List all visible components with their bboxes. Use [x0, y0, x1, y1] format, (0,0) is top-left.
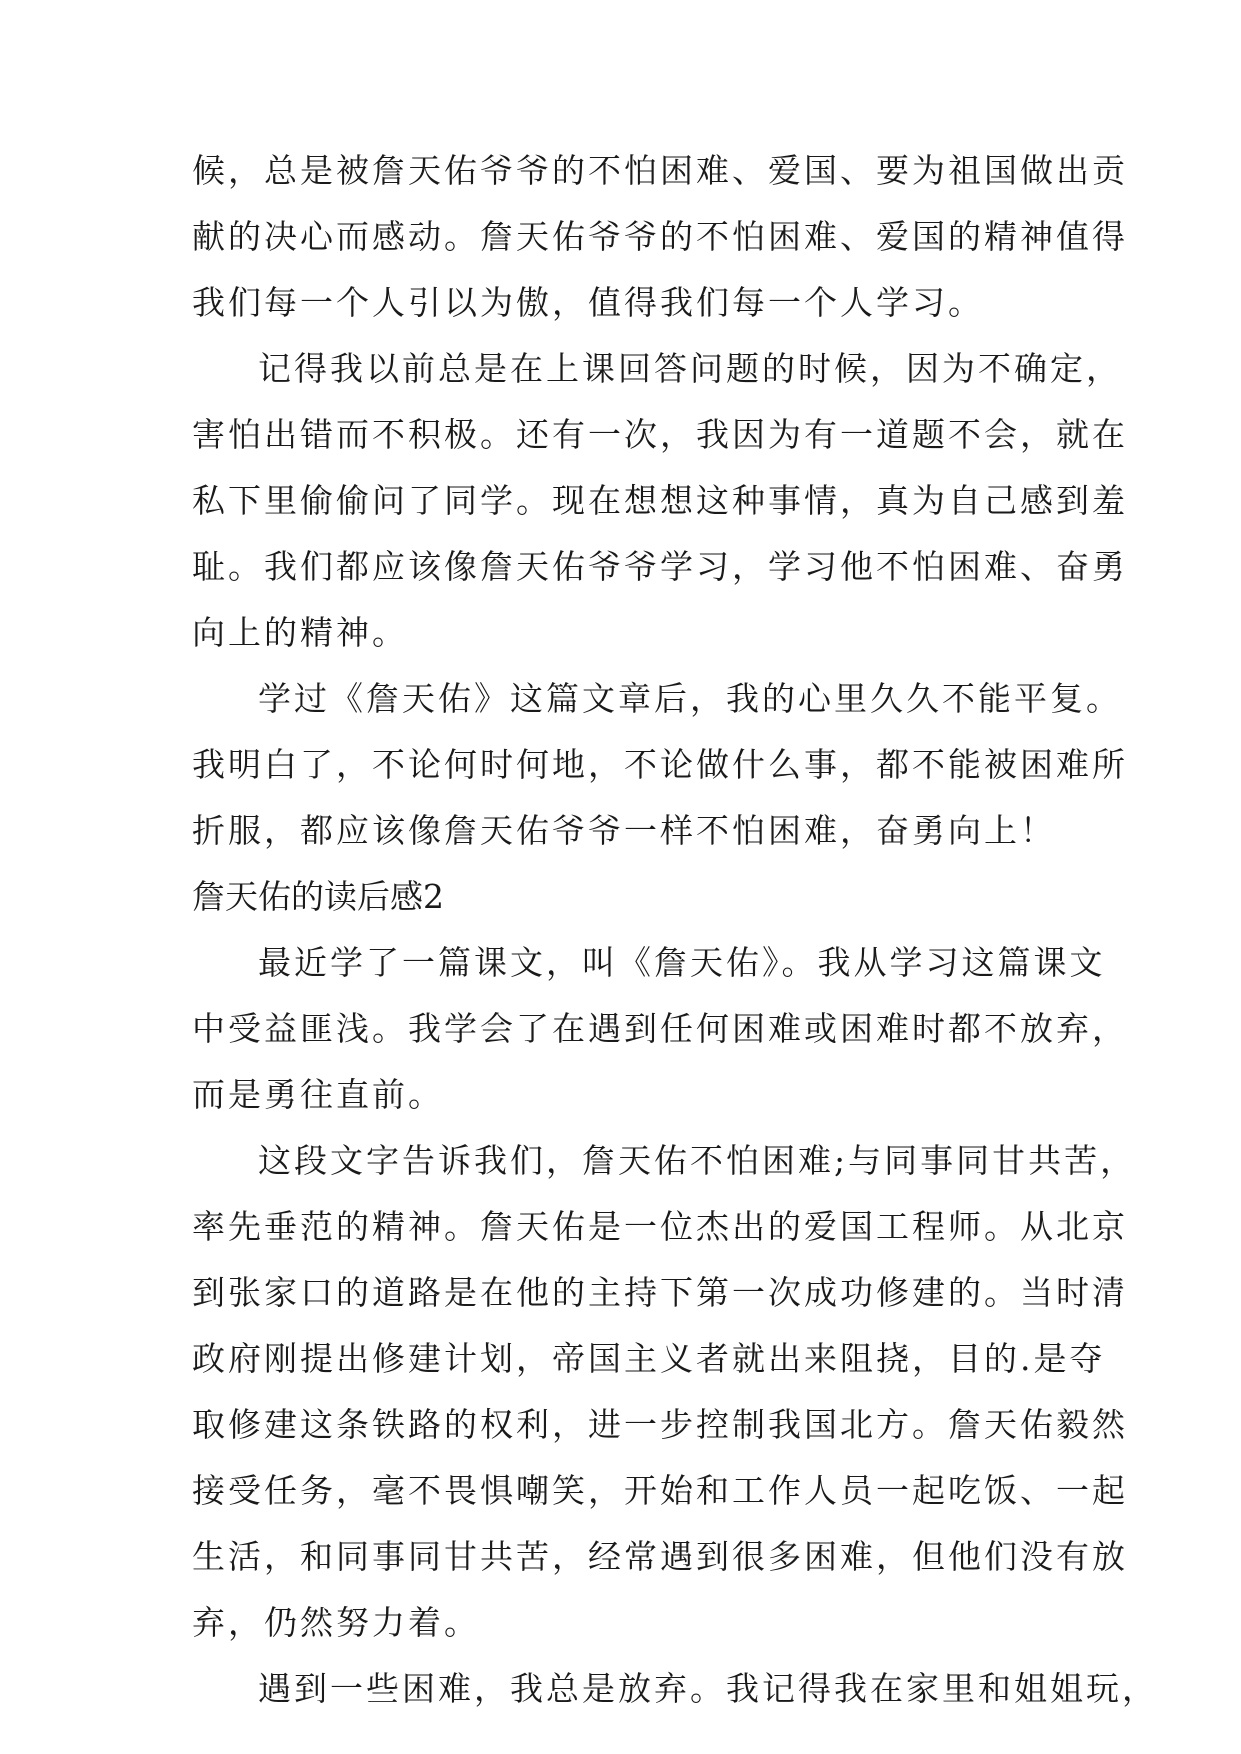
text-line: 耻。我们都应该像詹天佑爷爷学习，学习他不怕困难、奋勇	[192, 547, 1128, 586]
paragraph	[192, 138, 1128, 336]
text-line: 我们每一个人引以为傲，值得我们每一个人学习。	[192, 283, 984, 322]
text-line: 最近学了一篇课文，叫《詹天佑》。我从学习这篇课文	[258, 943, 1106, 982]
text-line: 政府刚提出修建计划，帝国主义者就出来阻挠，目的.是夺	[192, 1339, 1106, 1378]
paragraph	[192, 1128, 1137, 1656]
text-line: 到张家口的道路是在他的主持下第一次成功修建的。当时清	[192, 1273, 1128, 1312]
text-line: 中受益匪浅。我学会了在遇到任何困难或困难时都不放弃，	[192, 1009, 1128, 1048]
paragraph	[192, 336, 1128, 666]
text-line: 取修建这条铁路的权利，进一步控制我国北方。詹天佑毅然	[192, 1405, 1128, 1444]
text-line: 率先垂范的精神。詹天佑是一位杰出的爱国工程师。从北京	[192, 1207, 1128, 1246]
text-line: 害怕出错而不积极。还有一次，我因为有一道题不会，就在	[192, 415, 1128, 454]
text-line: 向上的精神。	[192, 613, 408, 652]
paragraph	[192, 666, 1128, 864]
text-line: 而是勇往直前。	[192, 1075, 444, 1114]
text-line: 学过《詹天佑》这篇文章后，我的心里久久不能平复。	[258, 679, 1122, 718]
text-line: 接受任务，毫不畏惧嘲笑，开始和工作人员一起吃饭、一起	[192, 1471, 1128, 1510]
document-body	[192, 138, 1158, 1722]
text-line: 弃，仍然努力着。	[192, 1603, 480, 1642]
text-line: 记得我以前总是在上课回答问题的时候，因为不确定，	[258, 349, 1122, 388]
section-title: 詹天佑的读后感2	[192, 877, 444, 916]
text-line: 私下里偷偷问了同学。现在想想这种事情，真为自己感到羞	[192, 481, 1128, 520]
text-line: 我明白了，不论何时何地，不论做什么事，都不能被困难所	[192, 745, 1128, 784]
text-line: 遇到一些困难，我总是放弃。我记得我在家里和姐姐玩，	[258, 1669, 1158, 1708]
text-line: 生活，和同事同甘共苦，经常遇到很多困难，但他们没有放	[192, 1537, 1128, 1576]
text-line: 献的决心而感动。詹天佑爷爷的不怕困难、爱国的精神值得	[192, 217, 1128, 256]
text-line: 折服，都应该像詹天佑爷爷一样不怕困难，奋勇向上！	[192, 811, 1056, 850]
text-line: 候，总是被詹天佑爷爷的不怕困难、爱国、要为祖国做出贡	[192, 151, 1128, 190]
paragraph	[192, 930, 1128, 1128]
paragraph	[192, 1656, 1158, 1722]
text-line: 这段文字告诉我们，詹天佑不怕困难;与同事同甘共苦，	[258, 1141, 1137, 1180]
